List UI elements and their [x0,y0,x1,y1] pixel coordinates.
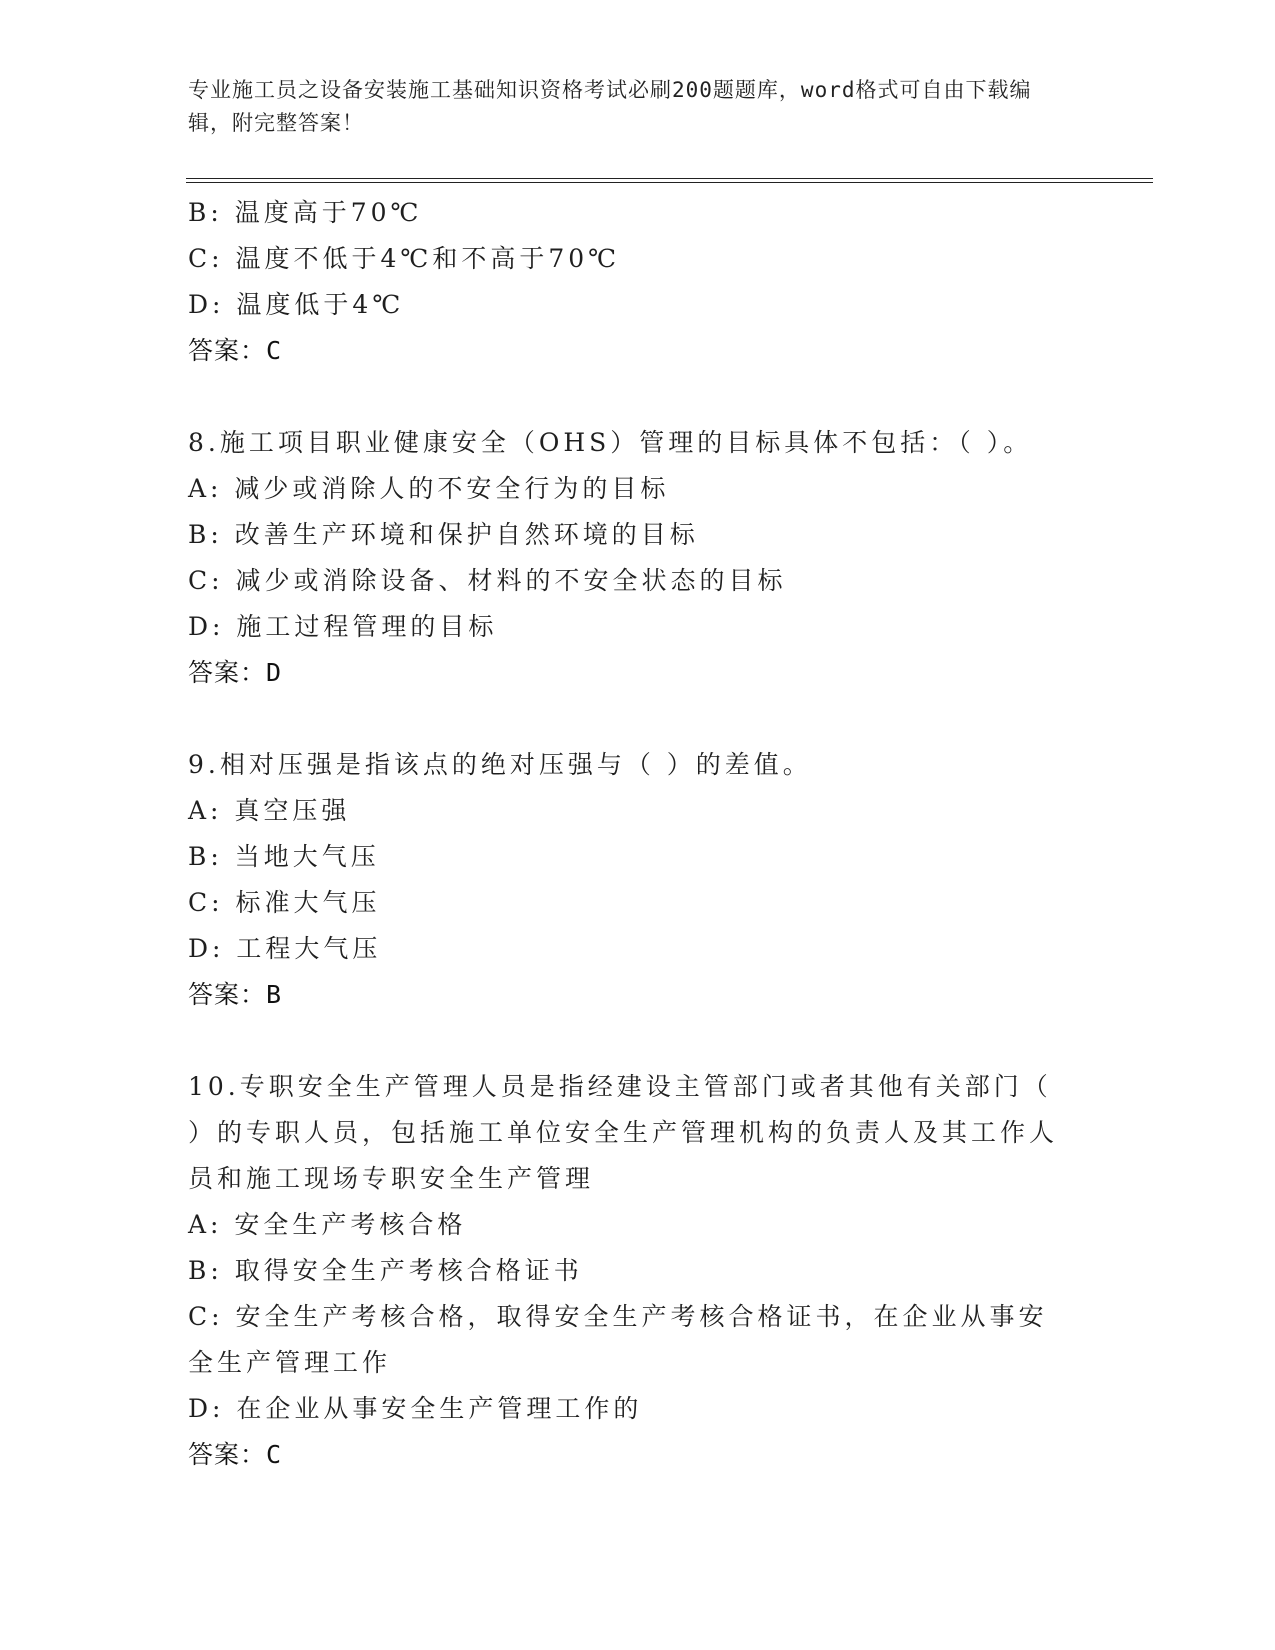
option-a: A: 减少或消除人的不安全行为的目标 [188,474,670,503]
question-block-8 [188,420,1068,696]
option-c: C: 安全生产考核合格，取得安全生产考核合格证书，在企业从事安全生产管理工作 [188,1302,1048,1377]
answer-line: 答案：D [188,658,283,687]
option-c: C: 温度不低于4℃和不高于70℃ [188,244,621,273]
answer-line: 答案：B [188,980,283,1009]
answer-line: 答案：C [188,1440,283,1469]
option-d: D: 施工过程管理的目标 [188,612,498,641]
question-spacer [188,1018,1068,1064]
question-stem: 9.相对压强是指该点的绝对压强与（ ）的差值。 [188,750,812,779]
header-divider-bottom [186,182,1153,183]
question-spacer [188,696,1068,742]
option-a: A: 真空压强 [188,796,351,825]
question-stem: 8.施工项目职业健康安全（OHS）管理的目标具体不包括：（ ）。 [188,428,1033,457]
option-d: D: 工程大气压 [188,934,382,963]
option-d: D: 在企业从事安全生产管理工作的 [188,1394,643,1423]
answer-line: 答案：C [188,336,283,365]
option-b: B: 改善生产环境和保护自然环境的目标 [188,520,699,549]
document-header-title: 专业施工员之设备安装施工基础知识资格考试必刷200题题库，word格式可自由下载编辑，附完整答案！ [188,78,1032,135]
question-stem: 10.专职安全生产管理人员是指经建设主管部门或者其他有关部门（ ）的专职人员，包括施工单位安全生产管理机构的负责人及其工作人员和施工现场专职安全生产管理 [188,1072,1059,1193]
option-a: A: 安全生产考核合格 [188,1210,467,1239]
question-list [188,190,1068,1478]
option-d: D: 温度低于4℃ [188,290,405,319]
option-b: B: 当地大气压 [188,842,380,871]
question-block-9 [188,742,1068,1018]
option-c: C: 减少或消除设备、材料的不安全状态的目标 [188,566,787,595]
option-c: C: 标准大气压 [188,888,381,917]
question-block-10 [188,1064,1068,1478]
header-divider-top [186,178,1153,179]
question-block-7 [188,190,1068,374]
option-b: B: 取得安全生产考核合格证书 [188,1256,583,1285]
option-b: B: 温度高于70℃ [188,198,423,227]
question-spacer [188,374,1068,420]
